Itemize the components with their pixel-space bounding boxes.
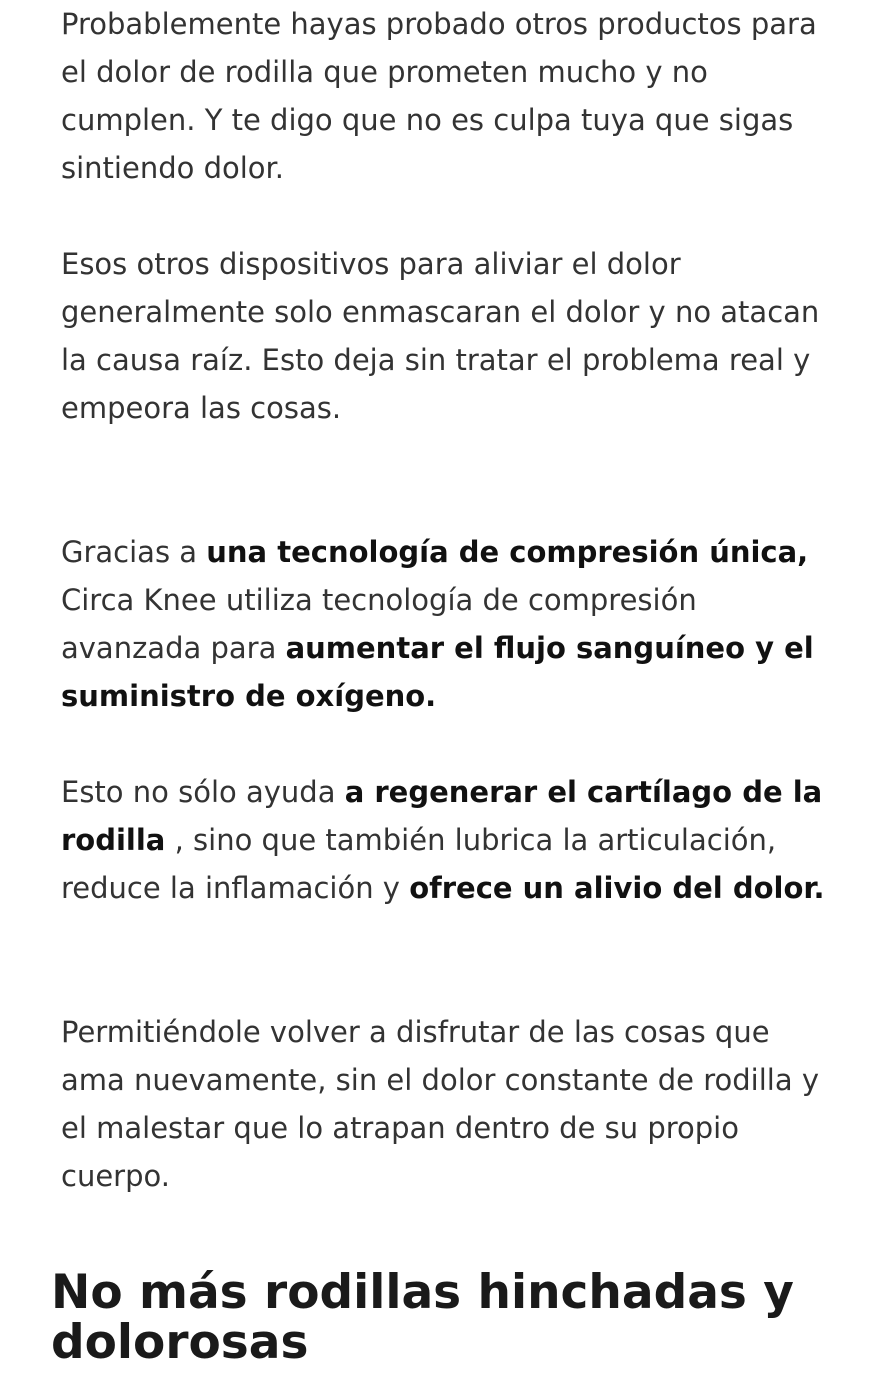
emphasis-text: ofrece un alivio del dolor. <box>409 871 825 905</box>
paragraph-other-devices: Esos otros dispositivos para aliviar el dolor generalmente solo enmascaran el dolor y no atacan la causa raíz. Esto deja sin tratar el problema real y empeora las cosas. <box>61 247 820 425</box>
paragraph-text: Gracias a <box>61 535 207 569</box>
paragraph-text: , sino que también lubrica la articulación, reduce la inflamación y <box>61 823 777 905</box>
emphasis-text: a regenerar el cartílago de la rodilla <box>61 775 823 857</box>
section-heading: No más rodillas hinchadas y dolorosas <box>51 1265 794 1370</box>
emphasis-text: aumentar el flujo sanguíneo y el suministro de oxígeno. <box>61 631 814 713</box>
paragraph-cartilage <box>61 768 841 912</box>
paragraph-text: Esto no sólo ayuda <box>61 775 345 809</box>
paragraph-enjoy-again: Permitiéndole volver a disfrutar de las cosas que ama nuevamente, sin el dolor constante de rodilla y el malestar que lo atrapan dentro de su propio cuerpo. <box>61 1015 819 1193</box>
emphasis-text: una tecnología de compresión única, <box>206 535 809 569</box>
paragraph-products: Probablemente hayas probado otros productos para el dolor de rodilla que prometen mucho y no cumplen. Y te digo que no es culpa tuya que sigas sintiendo dolor. <box>61 7 817 185</box>
paragraph-text: Circa Knee utiliza tecnología de compresión avanzada para <box>61 583 697 665</box>
paragraph-compression-technology <box>61 528 841 720</box>
